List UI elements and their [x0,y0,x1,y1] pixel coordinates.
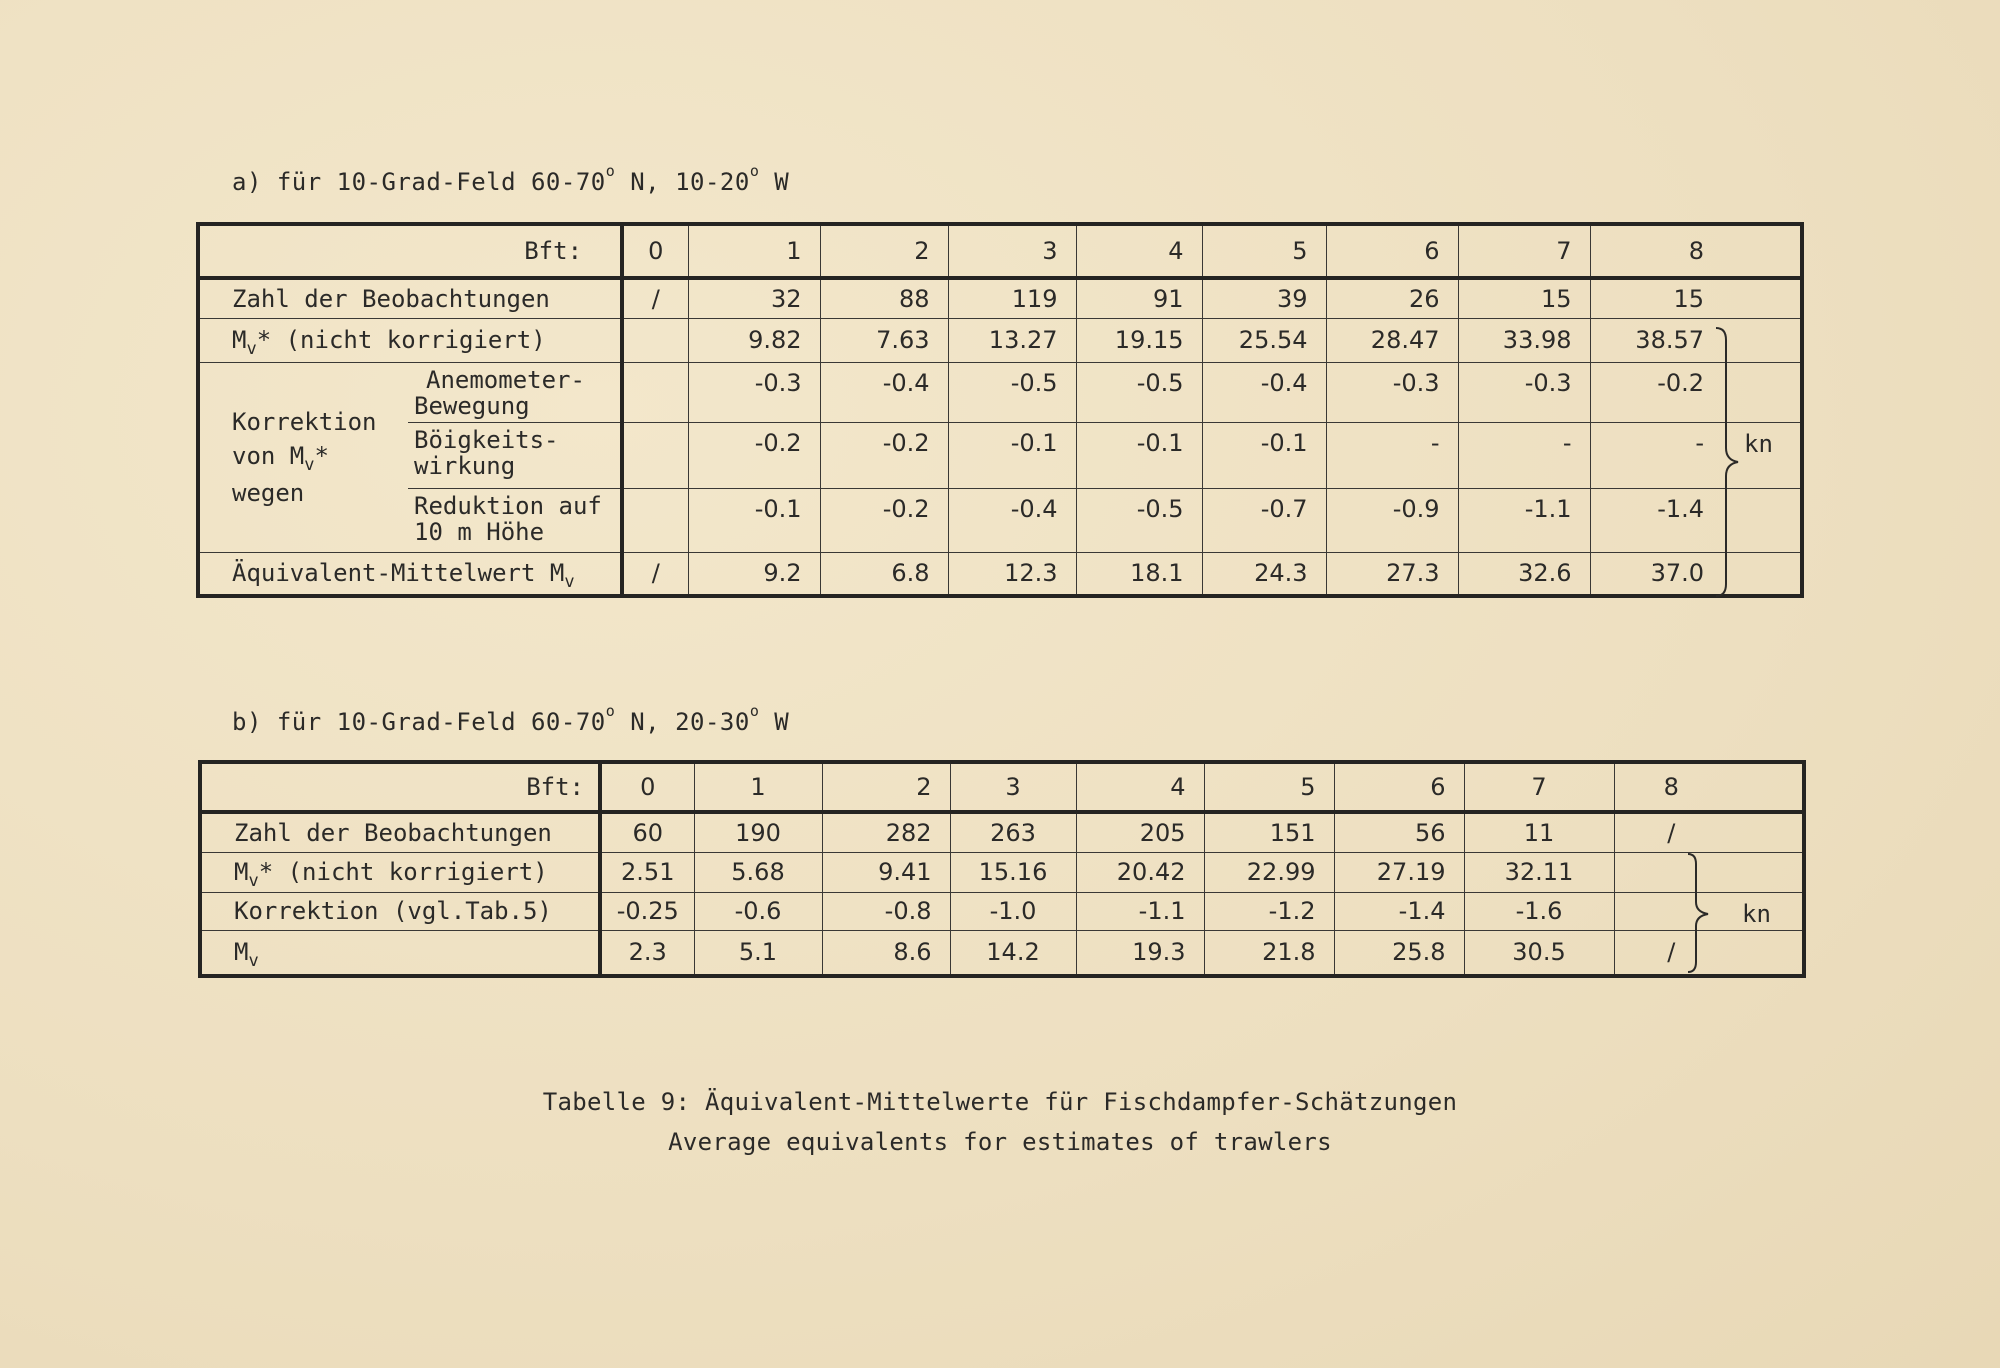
count-cell: 15 [1458,278,1590,318]
red-row [198,488,1802,552]
mv-star-cell: 38.57 [1590,318,1802,362]
count-cell: 190 [694,812,822,852]
mv-star-cell: 9.82 [688,318,820,362]
korr-cell: -1.0 [950,892,1076,930]
count-label: Zahl der Beobachtungen [198,278,622,318]
boe-cell: -0.1 [1076,422,1202,488]
mv-star-cell: 20.42 [1076,852,1204,892]
table-a [196,222,1804,598]
bft-cell: 8 [1590,224,1802,278]
mv-cell: 14.2 [950,930,1076,976]
aeq-row [198,552,1802,596]
symbol-m: M [232,326,247,354]
korr-group-m: von M [232,441,305,470]
bft-row [198,224,1802,278]
aeq-cell: 9.2 [688,552,820,596]
anemo-cell: -0.5 [948,362,1076,422]
mv-star-cell: 19.15 [1076,318,1202,362]
caption-line-1: Tabelle 9: Äquivalent-Mittelwerte für Fischdampfer-Schätzungen [542,1088,1458,1116]
bft-label: Bft: [198,224,622,278]
aeq-cell: 27.3 [1326,552,1458,596]
anemo-cell: -0.5 [1076,362,1202,422]
table-b [198,760,1806,978]
bft-cell: 7 [1458,224,1590,278]
korr-group-line-1: Korrektion [232,407,377,436]
unit-kn-a: kn [1744,430,1773,458]
anemo-line-2: Bewegung [414,391,530,420]
count-cell: 205 [1076,812,1204,852]
mv-star-label-text: * (nicht korrigiert) [258,858,548,886]
aeq-label-text: Äquivalent-Mittelwert M [232,559,565,588]
mv-row [200,930,1804,976]
subscript-v: v [304,454,315,475]
heading-a-text-2: N, 10-20 [615,168,750,196]
bft-cell: 3 [948,224,1076,278]
boe-cell: -0.1 [1202,422,1326,488]
boe-cell: -0.2 [820,422,948,488]
unit-kn-b: kn [1742,900,1771,928]
subscript-v: v [248,951,259,972]
anemo-cell: -0.3 [688,362,820,422]
bft-cell: 6 [1334,762,1464,812]
korr-group-star: * [314,441,329,470]
anemo-cell: -0.4 [1202,362,1326,422]
anemo-cell: -0.3 [1326,362,1458,422]
degree-sign: o [605,162,616,180]
boe-cell: - [1590,422,1802,488]
red-cell: -0.2 [820,488,948,552]
mv-cell: 19.3 [1076,930,1204,976]
korr-group-line-2 [232,439,402,476]
caption-line-2: Average equivalents for estimates of trawlers [668,1128,1332,1156]
table-caption [0,1082,2000,1162]
korr-cell: -0.6 [694,892,822,930]
bft-cell: 4 [1076,224,1202,278]
anemo-line-1: Anemometer- [426,365,585,394]
count-cell: 91 [1076,278,1202,318]
mv-star-cell: 25.54 [1202,318,1326,362]
symbol-m: M [234,938,249,967]
red-cell: -1.1 [1458,488,1590,552]
anemo-cell: -0.2 [1590,362,1802,422]
count-row [200,812,1804,852]
korr-cell: -1.4 [1334,892,1464,930]
count-cell: / [1614,812,1804,852]
brace-b [1684,852,1714,974]
degree-sign: o [749,162,760,180]
mv-cell: / [1614,930,1804,976]
mv-star-cell: 2.51 [600,852,694,892]
mv-star-row [200,852,1804,892]
bft-cell: 2 [822,762,950,812]
boe-row [198,422,1802,488]
anemo-row [198,362,1802,422]
korr-cell: -0.25 [600,892,694,930]
aeq-cell: 18.1 [1076,552,1202,596]
korr-row [200,892,1804,930]
red-label [408,488,622,552]
count-label: Zahl der Beobachtungen [200,812,600,852]
aeq-cell: 12.3 [948,552,1076,596]
aeq-cell: 6.8 [820,552,948,596]
subscript-v: v [246,339,257,359]
mv-star-cell: 33.98 [1458,318,1590,362]
count-cell: 26 [1326,278,1458,318]
bft-cell: 6 [1326,224,1458,278]
count-cell: 282 [822,812,950,852]
bft-cell: 1 [688,224,820,278]
heading-a-text-3: W [759,168,790,196]
bft-cell: 1 [694,762,822,812]
mv-star-row [198,318,1802,362]
bft-row [200,762,1804,812]
mv-cell: 2.3 [600,930,694,976]
bft-cell: 8 [1614,762,1804,812]
count-cell: 32 [688,278,820,318]
red-cell: -0.9 [1326,488,1458,552]
boe-line-1: Böigkeits- [414,425,559,454]
bft-cell: 3 [950,762,1076,812]
boe-cell: -0.1 [948,422,1076,488]
anemo-cell: -0.3 [1458,362,1590,422]
empty-cell [622,488,688,552]
bft-cell: 5 [1202,224,1326,278]
empty-cell [622,318,688,362]
count-row [198,278,1802,318]
red-cell: -0.1 [688,488,820,552]
mv-star-cell: 15.16 [950,852,1076,892]
boe-cell: - [1326,422,1458,488]
aeq-label [198,552,622,596]
count-cell: / [622,278,688,318]
bft-cell: 7 [1464,762,1614,812]
korr-cell: -0.8 [822,892,950,930]
degree-sign: o [749,702,760,720]
red-cell: -0.5 [1076,488,1202,552]
korr-cell: -1.1 [1076,892,1204,930]
subscript-v: v [248,871,259,891]
aeq-cell: 32.6 [1458,552,1590,596]
mv-star-cell: 7.63 [820,318,948,362]
mv-star-cell: 27.19 [1334,852,1464,892]
korr-label: Korrektion (vgl.Tab.5) [200,892,600,930]
boe-cell: -0.2 [688,422,820,488]
anemo-label [408,362,622,422]
mv-cell: 21.8 [1204,930,1334,976]
symbol-m: M [234,858,249,886]
mv-label [200,930,600,976]
boe-label [408,422,622,488]
empty-cell [622,362,688,422]
mv-star-cell: 28.47 [1326,318,1458,362]
count-cell: 11 [1464,812,1614,852]
subscript-v: v [564,572,575,593]
bft-label: Bft: [200,762,600,812]
boe-line-2: wirkung [414,451,516,480]
korrektion-group-label [198,362,408,552]
heading-b-text-2: N, 20-30 [615,708,750,736]
heading-a-text-1: a) für 10-Grad-Feld 60-70 [232,168,606,196]
count-cell: 15 [1590,278,1802,318]
section-b-heading [232,702,790,736]
degree-sign: o [605,702,616,720]
bft-cell: 2 [820,224,948,278]
count-cell: 60 [600,812,694,852]
korr-cell: -1.6 [1464,892,1614,930]
aeq-cell: 24.3 [1202,552,1326,596]
count-cell: 119 [948,278,1076,318]
bft-cell: 4 [1076,762,1204,812]
bft-cell: 5 [1204,762,1334,812]
red-line-1: Reduktion auf [414,491,602,520]
anemo-cell: -0.4 [820,362,948,422]
mv-star-cell: 32.11 [1464,852,1614,892]
aeq-slash: / [622,552,688,596]
red-cell: -0.7 [1202,488,1326,552]
mv-star-cell: 22.99 [1204,852,1334,892]
korr-group-line-3: wegen [232,478,305,507]
boe-cell: - [1458,422,1590,488]
mv-star-label-text: * (nicht korrigiert) [256,326,546,354]
count-cell: 88 [820,278,948,318]
mv-star-cell: 9.41 [822,852,950,892]
mv-cell: 30.5 [1464,930,1614,976]
red-cell: -0.4 [948,488,1076,552]
mv-star-cell: 13.27 [948,318,1076,362]
red-cell: -1.4 [1590,488,1802,552]
mv-cell: 8.6 [822,930,950,976]
count-cell: 263 [950,812,1076,852]
heading-b-text-3: W [759,708,790,736]
bft-cell: 0 [600,762,694,812]
empty-cell [622,422,688,488]
mv-star-cell: 5.68 [694,852,822,892]
bft-cell: 0 [622,224,688,278]
section-a-heading [232,162,790,196]
count-cell: 151 [1204,812,1334,852]
mv-cell: 25.8 [1334,930,1464,976]
mv-star-label [200,852,600,892]
red-line-2: 10 m Höhe [414,517,545,546]
korr-cell: -1.2 [1204,892,1334,930]
mv-star-label [198,318,622,362]
mv-cell: 5.1 [694,930,822,976]
count-cell: 56 [1334,812,1464,852]
count-cell: 39 [1202,278,1326,318]
brace-a [1712,326,1748,598]
heading-b-text-1: b) für 10-Grad-Feld 60-70 [232,708,606,736]
aeq-cell: 37.0 [1590,552,1802,596]
